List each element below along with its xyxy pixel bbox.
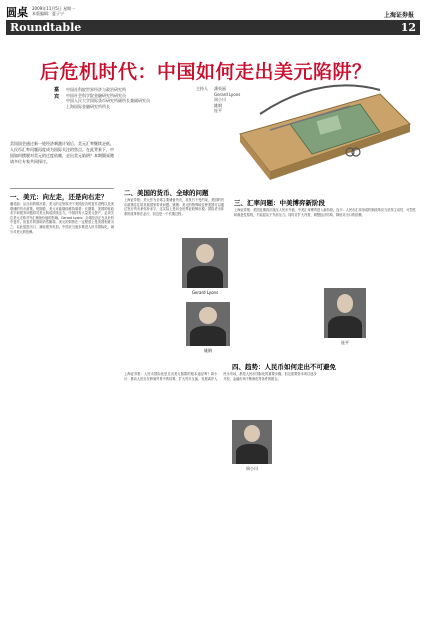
section-text-3: 上海证券报：美国近期再次施压人民币升值，中美汇率博弈进入新阶段。连平：人民币汇率形成机制改革应当坚持主动性、可控性和渐进性原则，不能屈从于外部压力。同时应扩大内需，调整经济结构，降低对出口的依赖。 <box>234 208 416 217</box>
section-title: Roundtable <box>10 21 82 34</box>
section-text-2: 上海证券报：美元作为全球主要储备货币，其发行不受约束，美国的货币政策往往给其他国家带来问题。姚钢：美元的特殊地位使美国可以通过发行货币来弥补赤字，这实际上是向全世界征收铸币税。国际货币体系的改革势在必行，但这是一个长期过程。 <box>124 198 224 216</box>
host-line: 潘英丽 <box>214 86 226 91</box>
photo-caption: 姚钢 <box>204 348 212 353</box>
guest-line: 中国人民大学国际货币研究所副所长兼副研究员 <box>66 98 150 103</box>
paper-name: 上海证券报 <box>383 12 414 19</box>
section-title-1: 一、美元：向左走，还是向右走？ <box>10 193 108 201</box>
portrait-body <box>328 316 362 339</box>
dollar-mousetrap-illustration <box>230 54 416 186</box>
guest-line: 中国社会科学院金融研究所研究员 <box>66 92 126 98</box>
portrait-head <box>244 425 260 442</box>
photo-caption: Gerard Lyons <box>191 290 219 295</box>
divider <box>10 188 114 189</box>
page-header <box>6 4 420 40</box>
portrait-head <box>196 244 214 263</box>
editor-text: 本版编辑：夏子宁 <box>32 11 64 16</box>
host-line: 连平 <box>214 108 222 113</box>
portrait-body <box>190 326 225 346</box>
portrait-head <box>199 307 217 324</box>
portrait-body <box>187 266 224 289</box>
host-line: 周小川 <box>214 97 226 102</box>
section-title-4: 四、趋势：人民币如何走出不可避免 <box>232 363 336 371</box>
section-text-1: 潘英丽：从目前的情况看，美元的走势取决于美国经济的复苏进程以及美联储的货币政策。短期看，美元可能继续维持弱势；长期看，美国的财政赤字和债务问题将对美元构成持续压力。中国持有大量美元资产，必须关注美元走势对外汇储备价值的影响。Gerard Lyons：全球经济正在从危机中复苏，但复苏的基础仍然脆弱。美元的弱势在一定程度上是美国刻意为之，以此促进出口、减轻债务负担。中国应当逐步推进人民币国际化，减少对美元的依赖。 <box>10 202 114 234</box>
host-line: Gerard Lyons <box>214 91 241 97</box>
headline: 后危机时代：中国如何走出美元陷阱？ <box>40 61 372 83</box>
portrait-photo <box>182 238 228 288</box>
section-title-3: 三、汇率问题：中美博弈新阶段 <box>234 199 325 207</box>
hosts-label: 主持人 <box>196 86 208 91</box>
section-text-4: 上海证券报：人民币国际化是走出美元陷阱的根本途径吗？周小川：推动人民币在跨境贸易中的结算，扩大货币互换，发展离岸人民币市场，都是人民币国际化的重要步骤。但这需要资本项目逐步开放、金融市场不断深化等条件的配合。 <box>124 372 317 381</box>
guest-line: 上海国际金融研究所所长 <box>66 103 110 109</box>
section-label: 圆桌 <box>6 6 28 19</box>
guest-line: 中国社科院世界经济与政治研究所 <box>66 87 126 92</box>
portrait-photo <box>324 288 366 338</box>
photo-caption: 周小川 <box>246 466 258 471</box>
section-bar <box>6 20 420 35</box>
portrait-head <box>337 294 354 313</box>
portrait-photo <box>186 302 230 346</box>
section-title-2: 二、美国的货币、全球的问题 <box>124 189 209 197</box>
portrait-photo <box>232 420 272 464</box>
date-text: 2009年11月5日 星期一 <box>32 6 76 11</box>
host-line: 姚钢 <box>214 102 222 108</box>
page-number: 12 <box>400 21 416 34</box>
issue-date <box>32 6 75 16</box>
photo-caption: 连平 <box>341 340 349 345</box>
guests-list <box>66 87 196 109</box>
portrait-body <box>236 444 268 464</box>
intro-paragraph: 美国国会通过新一轮经济刺激计划后，美元汇率继续走低，人民币汇率问题再度成为国际关注的焦点。在此背景下，中国如何摆脱对美元的过度依赖，走出美元陷阱？本期圆桌邀请多位专家共同探讨。 <box>10 141 114 164</box>
guests-label: 嘉宾 <box>54 87 60 100</box>
